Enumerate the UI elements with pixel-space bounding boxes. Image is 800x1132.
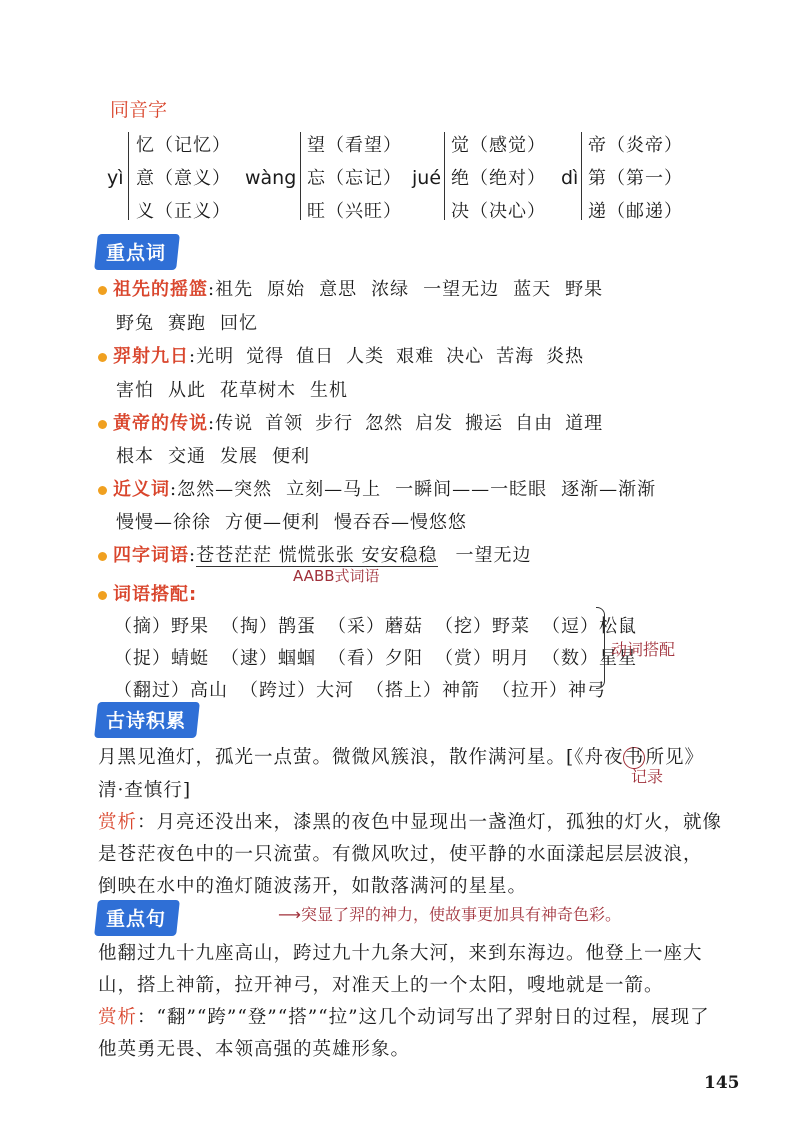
lesson-1-words-cont — [116, 309, 272, 335]
lesson-3-words: 黄帝的传说:传说 首领 步行 忽然 启发 搬运 自由 道理 — [98, 409, 615, 435]
word: 觉得 — [246, 346, 285, 367]
bullet-icon — [98, 420, 107, 429]
homophones-title: 同音字 — [110, 99, 168, 121]
word: 人类 — [346, 346, 385, 367]
word: （赏）明月 — [435, 648, 530, 669]
word: 逐渐—渐渐 — [561, 479, 657, 500]
word: （摘）野果 — [114, 616, 209, 637]
word: （挖）野菜 — [435, 616, 530, 637]
word: 忽然 — [365, 413, 404, 434]
word: 慢慢—徐徐 — [116, 512, 211, 533]
word: 忽然—突然 — [177, 479, 273, 500]
word: 光明 — [196, 346, 235, 367]
pinyin-di: dì — [561, 167, 579, 189]
lesson-2-words-cont — [116, 376, 362, 402]
word: 害怕 — [116, 380, 154, 401]
word: 赛跑 — [168, 313, 206, 334]
collocation-row — [114, 612, 649, 638]
homophone-item: 觉（感觉） — [451, 135, 546, 156]
word: 野果 — [565, 279, 604, 300]
word: 原始 — [267, 279, 306, 300]
ring-note: 记录 — [631, 767, 664, 786]
homophone-item: 义（正义） — [136, 201, 231, 222]
word: 从此 — [168, 380, 206, 401]
word: 艰难 — [396, 346, 435, 367]
four-char-other: 一望无边 — [455, 545, 532, 566]
appreciation-label: 赏析 — [98, 812, 138, 833]
poem-line: 月黑见渔灯，孤光一点萤。微微风簇浪，散作满河星。[《舟夜书所见》 — [98, 747, 704, 768]
word: 蓝天 — [513, 279, 552, 300]
word: 值日 — [296, 346, 335, 367]
brace — [581, 132, 584, 220]
word: 发展 — [220, 446, 258, 467]
homophone-item: 帝（炎帝） — [588, 135, 683, 156]
word: （看）夕阳 — [328, 648, 423, 669]
bullet-icon — [98, 591, 107, 600]
poem-appreciation: 赏析：月亮还没出来，漆黑的夜色中显现出一盏渔灯，孤独的灯火，就像 — [98, 812, 723, 833]
word: 道理 — [565, 413, 604, 434]
word: 交通 — [168, 446, 206, 467]
homophone-item: 旺（兴旺） — [307, 201, 402, 222]
synonyms-cont — [116, 508, 481, 534]
homophone-item: 决（决心） — [451, 201, 546, 222]
brace — [128, 132, 131, 220]
sentence-appreciation: 赏析：“翻”“跨”“登”“搭”“拉”这几个动词写出了羿射日的过程，展现了 — [98, 1007, 710, 1028]
lesson-2-words: 羿射九日:光明 觉得 值日 人类 艰难 决心 苦海 炎热 — [98, 342, 596, 368]
pinyin-yi: yì — [107, 167, 124, 189]
word: 便利 — [272, 446, 310, 467]
circled-char: 书 — [624, 747, 645, 768]
sentence-appreciation-cont: 他英勇无畏、本领高强的英雄形象。 — [98, 1039, 411, 1060]
word: 步行 — [315, 413, 354, 434]
four-char-label: 四字词语 — [113, 545, 189, 566]
word: 首领 — [265, 413, 304, 434]
appreciation-label: 赏析 — [98, 1007, 138, 1028]
word: （数）星星 — [542, 648, 637, 669]
four-char-words: 四字词语:苍苍茫茫 慌慌张张 安安稳稳 一望无边 — [98, 541, 532, 567]
bullet-icon — [98, 286, 107, 295]
aabb-words: 苍苍茫茫 慌慌张张 安安稳稳 — [196, 545, 438, 566]
word: 意思 — [319, 279, 358, 300]
keywords-badge: 重点词 — [94, 234, 180, 270]
word: 立刻—马上 — [286, 479, 382, 500]
homophone-item: 望（看望） — [307, 135, 402, 156]
word: 慢吞吞—慢悠悠 — [334, 512, 467, 533]
word: 花草树木 — [220, 380, 296, 401]
homophone-item: 忘（忘记） — [307, 168, 402, 189]
lesson-3-words-cont — [116, 442, 324, 468]
sentence-note: ⟶突显了羿的神力，使故事更加具有神奇色彩。 — [278, 905, 621, 924]
word: 一瞬间——一眨眼 — [395, 479, 548, 500]
word: 回忆 — [220, 313, 258, 334]
poem-appreciation-cont: 是苍茫夜色中的一只流萤。有微风吹过，使平静的水面漾起层层波浪， — [98, 844, 703, 865]
word: 启发 — [415, 413, 454, 434]
arrow-icon: ⟶ — [278, 905, 301, 924]
poem-author: 清·查慎行] — [98, 780, 192, 801]
word: 一望无边 — [423, 279, 500, 300]
word: 生机 — [310, 380, 348, 401]
sentence-badge: 重点句 — [94, 900, 180, 936]
poem-badge: 古诗积累 — [94, 702, 200, 738]
collocation-note: 动词搭配 — [611, 640, 676, 659]
brace — [300, 132, 303, 220]
lesson-label: 黄帝的传说 — [113, 413, 208, 434]
pinyin-jue: jué — [412, 167, 442, 189]
word: 祖先 — [215, 279, 254, 300]
word: 决心 — [446, 346, 485, 367]
aabb-note: AABB式词语 — [293, 567, 380, 585]
word: 苦海 — [496, 346, 535, 367]
word: 方便—便利 — [225, 512, 320, 533]
collocation-brace — [596, 607, 605, 689]
word: 根本 — [116, 446, 154, 467]
word: 浓绿 — [371, 279, 410, 300]
bullet-icon — [98, 353, 107, 362]
synonyms-label: 近义词 — [113, 479, 170, 500]
poem-appreciation-cont: 倒映在水中的渔灯随波荡开，如散落满河的星星。 — [98, 876, 528, 897]
word: （捉）蜻蜓 — [114, 648, 209, 669]
collocation-label: 词语搭配 — [113, 584, 189, 605]
word: 传说 — [215, 413, 254, 434]
lesson-label: 祖先的摇篮 — [113, 279, 208, 300]
word: 搬运 — [465, 413, 504, 434]
word: （拉开）神弓 — [492, 680, 606, 701]
word: （翻过）高山 — [114, 680, 228, 701]
word-list — [177, 479, 670, 500]
bullet-icon — [98, 486, 107, 495]
brace — [444, 132, 447, 220]
key-sentence-cont: 山，搭上神箭，拉开神弓，对准天上的一个太阳，嗖地就是一箭。 — [98, 975, 664, 996]
word: （采）蘑菇 — [328, 616, 423, 637]
word-list — [215, 413, 615, 434]
page-number: 145 — [704, 1073, 740, 1093]
lesson-label: 羿射九日 — [113, 346, 189, 367]
collocation-heading: 词语搭配: — [98, 580, 197, 606]
word: 炎热 — [546, 346, 585, 367]
word-list — [196, 346, 596, 367]
homophone-item: 递（邮递） — [588, 201, 683, 222]
homophone-item: 意（意义） — [136, 168, 231, 189]
lesson-1-words: 祖先的摇篮:祖先 原始 意思 浓绿 一望无边 蓝天 野果 — [98, 275, 617, 301]
word: （逮）蝈蝈 — [221, 648, 316, 669]
collocation-row — [114, 676, 618, 702]
collocation-row — [114, 644, 649, 670]
key-sentence: 他翻过九十九座高山，跨过九十九条大河，来到东海边。他登上一座大 — [98, 943, 703, 964]
word: 野兔 — [116, 313, 154, 334]
homophone-item: 忆（记忆） — [136, 135, 231, 156]
homophone-item: 第（第一） — [588, 168, 683, 189]
word: （跨过）大河 — [240, 680, 354, 701]
synonyms: 近义词:忽然—突然 立刻—马上 一瞬间——一眨眼 逐渐—渐渐 — [98, 475, 670, 501]
homophone-item: 绝（绝对） — [451, 168, 546, 189]
word: 自由 — [515, 413, 554, 434]
word: （搭上）神箭 — [366, 680, 480, 701]
word: （掏）鹊蛋 — [221, 616, 316, 637]
word-list — [215, 279, 617, 300]
word: （逗）松鼠 — [542, 616, 637, 637]
bullet-icon — [98, 552, 107, 561]
pinyin-wang: wàng — [245, 167, 297, 189]
